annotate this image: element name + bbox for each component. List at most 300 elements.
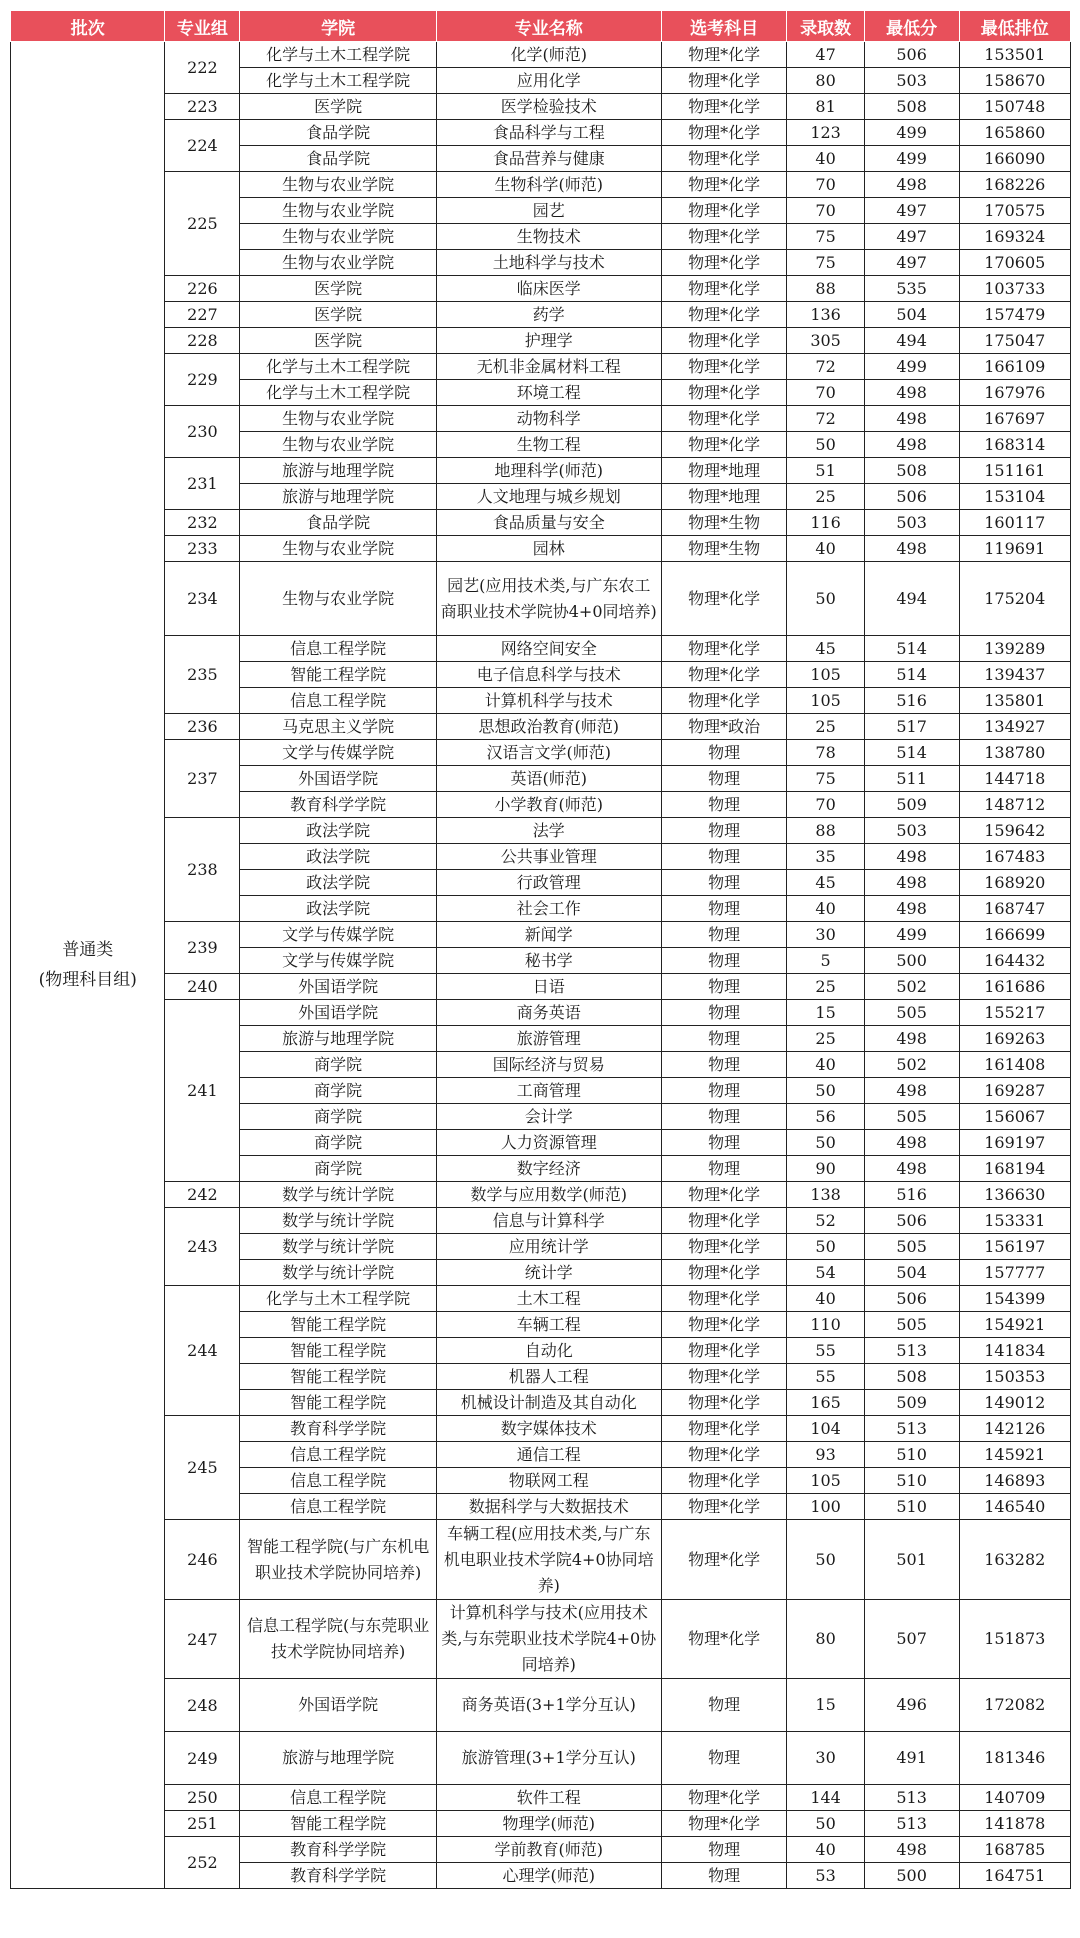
min-score-cell: 494 (864, 562, 959, 636)
group-id-cell: 252 (165, 1837, 240, 1889)
count-cell: 70 (787, 198, 864, 224)
subjects-cell: 物理 (661, 844, 787, 870)
count-cell: 50 (787, 1811, 864, 1837)
subjects-cell: 物理*化学 (661, 42, 787, 68)
min-rank-cell: 161686 (959, 974, 1070, 1000)
count-cell: 50 (787, 562, 864, 636)
college-cell: 生物与农业学院 (240, 406, 436, 432)
table-row (11, 1000, 1071, 1026)
major-cell: 园艺 (436, 198, 661, 224)
min-rank-cell: 168920 (959, 870, 1070, 896)
college-cell: 智能工程学院 (240, 1338, 436, 1364)
major-cell: 数学与应用数学(师范) (436, 1182, 661, 1208)
subjects-cell: 物理*地理 (661, 458, 787, 484)
college-cell: 生物与农业学院 (240, 250, 436, 276)
group-id-cell: 228 (165, 328, 240, 354)
min-score-cell: 504 (864, 302, 959, 328)
count-cell: 40 (787, 1286, 864, 1312)
count-cell: 54 (787, 1260, 864, 1286)
major-cell: 应用化学 (436, 68, 661, 94)
min-rank-cell: 167697 (959, 406, 1070, 432)
major-cell: 机器人工程 (436, 1364, 661, 1390)
major-cell: 信息与计算科学 (436, 1208, 661, 1234)
table-row (11, 1679, 1071, 1732)
count-cell: 40 (787, 1052, 864, 1078)
subjects-cell: 物理*化学 (661, 172, 787, 198)
min-rank-cell: 119691 (959, 536, 1070, 562)
min-score-cell: 498 (864, 1078, 959, 1104)
min-rank-cell: 158670 (959, 68, 1070, 94)
min-score-cell: 499 (864, 922, 959, 948)
table-row (11, 536, 1071, 562)
group-id-cell: 223 (165, 94, 240, 120)
college-cell: 外国语学院 (240, 766, 436, 792)
count-cell: 25 (787, 1026, 864, 1052)
college-cell: 食品学院 (240, 120, 436, 146)
subjects-cell: 物理 (661, 870, 787, 896)
subjects-cell: 物理*生物 (661, 510, 787, 536)
min-rank-cell: 134927 (959, 714, 1070, 740)
college-cell: 商学院 (240, 1156, 436, 1182)
group-id-cell: 243 (165, 1208, 240, 1286)
batch-name: 普通类 (62, 940, 114, 960)
group-id-cell: 226 (165, 276, 240, 302)
min-rank-cell: 172082 (959, 1679, 1070, 1732)
min-rank-cell: 140709 (959, 1785, 1070, 1811)
subjects-cell: 物理*化学 (661, 1338, 787, 1364)
subjects-cell: 物理*化学 (661, 250, 787, 276)
table-row (11, 562, 1071, 636)
header-count: 录取数 (787, 11, 864, 42)
min-rank-cell: 157479 (959, 302, 1070, 328)
min-rank-cell: 153501 (959, 42, 1070, 68)
major-cell: 计算机科学与技术(应用技术类,与东莞职业技术学院4+0协同培养) (436, 1600, 661, 1679)
min-rank-cell: 148712 (959, 792, 1070, 818)
subjects-cell: 物理*化学 (661, 276, 787, 302)
major-cell: 物理学(师范) (436, 1811, 661, 1837)
major-cell: 无机非金属材料工程 (436, 354, 661, 380)
count-cell: 75 (787, 766, 864, 792)
count-cell: 25 (787, 974, 864, 1000)
major-cell: 医学检验技术 (436, 94, 661, 120)
min-score-cell: 503 (864, 68, 959, 94)
group-id-cell: 233 (165, 536, 240, 562)
table-row (11, 1208, 1071, 1234)
subjects-cell: 物理 (661, 1837, 787, 1863)
min-rank-cell: 154921 (959, 1312, 1070, 1338)
min-rank-cell: 146893 (959, 1468, 1070, 1494)
min-score-cell: 500 (864, 948, 959, 974)
college-cell: 马克思主义学院 (240, 714, 436, 740)
subjects-cell: 物理*化学 (661, 1312, 787, 1338)
major-cell: 食品科学与工程 (436, 120, 661, 146)
subjects-cell: 物理*化学 (661, 1364, 787, 1390)
count-cell: 88 (787, 818, 864, 844)
major-cell: 新闻学 (436, 922, 661, 948)
subjects-cell: 物理 (661, 896, 787, 922)
major-cell: 地理科学(师范) (436, 458, 661, 484)
major-cell: 国际经济与贸易 (436, 1052, 661, 1078)
college-cell: 化学与土木工程学院 (240, 380, 436, 406)
min-rank-cell: 164432 (959, 948, 1070, 974)
major-cell: 人力资源管理 (436, 1130, 661, 1156)
group-id-cell: 222 (165, 42, 240, 94)
college-cell: 化学与土木工程学院 (240, 354, 436, 380)
count-cell: 40 (787, 1837, 864, 1863)
min-score-cell: 504 (864, 1260, 959, 1286)
major-cell: 环境工程 (436, 380, 661, 406)
count-cell: 70 (787, 172, 864, 198)
subjects-cell: 物理 (661, 1104, 787, 1130)
subjects-cell: 物理*化学 (661, 1494, 787, 1520)
table-row (11, 1600, 1071, 1679)
major-cell: 思想政治教育(师范) (436, 714, 661, 740)
count-cell: 5 (787, 948, 864, 974)
min-rank-cell: 156067 (959, 1104, 1070, 1130)
table-row (11, 458, 1071, 484)
table-row (11, 922, 1071, 948)
group-id-cell: 230 (165, 406, 240, 458)
count-cell: 88 (787, 276, 864, 302)
min-score-cell: 499 (864, 354, 959, 380)
admission-table-container (10, 10, 1071, 1889)
subjects-cell: 物理*化学 (661, 562, 787, 636)
college-cell: 信息工程学院 (240, 636, 436, 662)
min-rank-cell: 160117 (959, 510, 1070, 536)
major-cell: 自动化 (436, 1338, 661, 1364)
min-score-cell: 508 (864, 458, 959, 484)
major-cell: 旅游管理(3+1学分互认) (436, 1732, 661, 1785)
count-cell: 55 (787, 1338, 864, 1364)
major-cell: 物联网工程 (436, 1468, 661, 1494)
group-id-cell: 249 (165, 1732, 240, 1785)
count-cell: 45 (787, 870, 864, 896)
min-rank-cell: 145921 (959, 1442, 1070, 1468)
min-score-cell: 505 (864, 1104, 959, 1130)
min-score-cell: 491 (864, 1732, 959, 1785)
min-score-cell: 506 (864, 1208, 959, 1234)
min-rank-cell: 168226 (959, 172, 1070, 198)
subjects-cell: 物理*化学 (661, 1416, 787, 1442)
college-cell: 政法学院 (240, 844, 436, 870)
group-id-cell: 244 (165, 1286, 240, 1416)
group-id-cell: 235 (165, 636, 240, 714)
count-cell: 53 (787, 1863, 864, 1889)
min-score-cell: 505 (864, 1234, 959, 1260)
min-score-cell: 509 (864, 1390, 959, 1416)
group-id-cell: 239 (165, 922, 240, 974)
table-row (11, 714, 1071, 740)
table-row (11, 94, 1071, 120)
subjects-cell: 物理*化学 (661, 380, 787, 406)
major-cell: 数字媒体技术 (436, 1416, 661, 1442)
subjects-cell: 物理*化学 (661, 636, 787, 662)
table-row (11, 1811, 1071, 1837)
college-cell: 信息工程学院 (240, 1494, 436, 1520)
min-rank-cell: 175204 (959, 562, 1070, 636)
subjects-cell: 物理*化学 (661, 120, 787, 146)
major-cell: 商务英语 (436, 1000, 661, 1026)
college-cell: 外国语学院 (240, 974, 436, 1000)
count-cell: 15 (787, 1000, 864, 1026)
subjects-cell: 物理*化学 (661, 1468, 787, 1494)
table-row (11, 276, 1071, 302)
count-cell: 116 (787, 510, 864, 536)
min-rank-cell: 139437 (959, 662, 1070, 688)
subjects-cell: 物理*化学 (661, 406, 787, 432)
min-score-cell: 498 (864, 1156, 959, 1182)
min-score-cell: 499 (864, 146, 959, 172)
group-id-cell: 248 (165, 1679, 240, 1732)
major-cell: 统计学 (436, 1260, 661, 1286)
major-cell: 心理学(师范) (436, 1863, 661, 1889)
college-cell: 商学院 (240, 1130, 436, 1156)
table-row (11, 636, 1071, 662)
subjects-cell: 物理 (661, 1052, 787, 1078)
subjects-cell: 物理*化学 (661, 1234, 787, 1260)
min-rank-cell: 169324 (959, 224, 1070, 250)
min-score-cell: 498 (864, 406, 959, 432)
major-cell: 旅游管理 (436, 1026, 661, 1052)
table-row (11, 1837, 1071, 1863)
count-cell: 90 (787, 1156, 864, 1182)
college-cell: 信息工程学院(与东莞职业技术学院协同培养) (240, 1600, 436, 1679)
count-cell: 105 (787, 662, 864, 688)
min-rank-cell: 141834 (959, 1338, 1070, 1364)
college-cell: 智能工程学院 (240, 1390, 436, 1416)
count-cell: 136 (787, 302, 864, 328)
min-rank-cell: 159642 (959, 818, 1070, 844)
min-score-cell: 503 (864, 510, 959, 536)
min-rank-cell: 168314 (959, 432, 1070, 458)
min-rank-cell: 167483 (959, 844, 1070, 870)
college-cell: 生物与农业学院 (240, 536, 436, 562)
major-cell: 生物工程 (436, 432, 661, 458)
count-cell: 93 (787, 1442, 864, 1468)
college-cell: 智能工程学院 (240, 1312, 436, 1338)
group-id-cell: 234 (165, 562, 240, 636)
count-cell: 50 (787, 1234, 864, 1260)
major-cell: 学前教育(师范) (436, 1837, 661, 1863)
table-row (11, 120, 1071, 146)
subjects-cell: 物理*化学 (661, 1785, 787, 1811)
college-cell: 外国语学院 (240, 1679, 436, 1732)
major-cell: 计算机科学与技术 (436, 688, 661, 714)
college-cell: 生物与农业学院 (240, 224, 436, 250)
major-cell: 车辆工程(应用技术类,与广东机电职业技术学院4+0协同培养) (436, 1520, 661, 1600)
min-score-cell: 514 (864, 740, 959, 766)
college-cell: 化学与土木工程学院 (240, 1286, 436, 1312)
min-rank-cell: 142126 (959, 1416, 1070, 1442)
subjects-cell: 物理*地理 (661, 484, 787, 510)
count-cell: 105 (787, 688, 864, 714)
header-subjects: 选考科目 (661, 11, 787, 42)
major-cell: 软件工程 (436, 1785, 661, 1811)
college-cell: 食品学院 (240, 146, 436, 172)
group-id-cell: 229 (165, 354, 240, 406)
min-score-cell: 507 (864, 1600, 959, 1679)
min-score-cell: 498 (864, 172, 959, 198)
group-id-cell: 231 (165, 458, 240, 510)
major-cell: 公共事业管理 (436, 844, 661, 870)
subjects-cell: 物理*生物 (661, 536, 787, 562)
count-cell: 305 (787, 328, 864, 354)
group-id-cell: 242 (165, 1182, 240, 1208)
subjects-cell: 物理*化学 (661, 1442, 787, 1468)
table-row (11, 172, 1071, 198)
major-cell: 日语 (436, 974, 661, 1000)
count-cell: 80 (787, 1600, 864, 1679)
min-rank-cell: 139289 (959, 636, 1070, 662)
min-rank-cell: 168785 (959, 1837, 1070, 1863)
count-cell: 165 (787, 1390, 864, 1416)
min-rank-cell: 161408 (959, 1052, 1070, 1078)
major-cell: 电子信息科学与技术 (436, 662, 661, 688)
min-score-cell: 514 (864, 662, 959, 688)
major-cell: 药学 (436, 302, 661, 328)
min-score-cell: 513 (864, 1416, 959, 1442)
count-cell: 45 (787, 636, 864, 662)
min-rank-cell: 135801 (959, 688, 1070, 714)
min-score-cell: 516 (864, 688, 959, 714)
count-cell: 30 (787, 1732, 864, 1785)
table-row (11, 510, 1071, 536)
table-row (11, 328, 1071, 354)
min-rank-cell: 169197 (959, 1130, 1070, 1156)
college-cell: 商学院 (240, 1104, 436, 1130)
group-id-cell: 236 (165, 714, 240, 740)
major-cell: 汉语言文学(师范) (436, 740, 661, 766)
college-cell: 教育科学学院 (240, 1416, 436, 1442)
min-rank-cell: 165860 (959, 120, 1070, 146)
college-cell: 教育科学学院 (240, 1837, 436, 1863)
college-cell: 政法学院 (240, 818, 436, 844)
college-cell: 医学院 (240, 276, 436, 302)
group-id-cell: 227 (165, 302, 240, 328)
min-rank-cell: 150748 (959, 94, 1070, 120)
min-score-cell: 516 (864, 1182, 959, 1208)
min-rank-cell: 170575 (959, 198, 1070, 224)
table-row (11, 42, 1071, 68)
min-rank-cell: 155217 (959, 1000, 1070, 1026)
count-cell: 123 (787, 120, 864, 146)
group-id-cell: 232 (165, 510, 240, 536)
college-cell: 医学院 (240, 328, 436, 354)
subjects-cell: 物理 (661, 1026, 787, 1052)
min-rank-cell: 157777 (959, 1260, 1070, 1286)
college-cell: 化学与土木工程学院 (240, 42, 436, 68)
count-cell: 50 (787, 1130, 864, 1156)
college-cell: 信息工程学院 (240, 688, 436, 714)
count-cell: 50 (787, 1520, 864, 1600)
count-cell: 75 (787, 250, 864, 276)
group-id-cell: 241 (165, 1000, 240, 1182)
min-rank-cell: 156197 (959, 1234, 1070, 1260)
count-cell: 70 (787, 792, 864, 818)
college-cell: 信息工程学院 (240, 1442, 436, 1468)
min-score-cell: 499 (864, 120, 959, 146)
subjects-cell: 物理*化学 (661, 302, 787, 328)
min-score-cell: 498 (864, 896, 959, 922)
min-score-cell: 506 (864, 1286, 959, 1312)
count-cell: 30 (787, 922, 864, 948)
major-cell: 生物技术 (436, 224, 661, 250)
min-rank-cell: 175047 (959, 328, 1070, 354)
subjects-cell: 物理 (661, 818, 787, 844)
major-cell: 土木工程 (436, 1286, 661, 1312)
min-score-cell: 506 (864, 484, 959, 510)
table-row (11, 354, 1071, 380)
group-id-cell: 225 (165, 172, 240, 276)
major-cell: 网络空间安全 (436, 636, 661, 662)
college-cell: 智能工程学院(与广东机电职业技术学院协同培养) (240, 1520, 436, 1600)
count-cell: 15 (787, 1679, 864, 1732)
subjects-cell: 物理*化学 (661, 354, 787, 380)
count-cell: 40 (787, 146, 864, 172)
min-rank-cell: 169263 (959, 1026, 1070, 1052)
major-cell: 数字经济 (436, 1156, 661, 1182)
count-cell: 72 (787, 406, 864, 432)
count-cell: 50 (787, 432, 864, 458)
college-cell: 医学院 (240, 94, 436, 120)
subjects-cell: 物理 (661, 948, 787, 974)
min-rank-cell: 168747 (959, 896, 1070, 922)
min-score-cell: 513 (864, 1338, 959, 1364)
major-cell: 园艺(应用技术类,与广东农工商职业技术学院协4+0同培养) (436, 562, 661, 636)
major-cell: 秘书学 (436, 948, 661, 974)
subjects-cell: 物理*政治 (661, 714, 787, 740)
group-id-cell: 247 (165, 1600, 240, 1679)
header-min-rank: 最低排位 (959, 11, 1070, 42)
min-score-cell: 505 (864, 1000, 959, 1026)
major-cell: 英语(师范) (436, 766, 661, 792)
min-rank-cell: 167976 (959, 380, 1070, 406)
table-row (11, 1732, 1071, 1785)
min-score-cell: 498 (864, 870, 959, 896)
min-score-cell: 506 (864, 42, 959, 68)
header-batch: 批次 (11, 11, 165, 42)
college-cell: 旅游与地理学院 (240, 484, 436, 510)
college-cell: 化学与土木工程学院 (240, 68, 436, 94)
min-rank-cell: 154399 (959, 1286, 1070, 1312)
subjects-cell: 物理 (661, 740, 787, 766)
count-cell: 25 (787, 484, 864, 510)
table-row (11, 302, 1071, 328)
major-cell: 通信工程 (436, 1442, 661, 1468)
group-id-cell: 237 (165, 740, 240, 818)
count-cell: 56 (787, 1104, 864, 1130)
min-rank-cell: 151873 (959, 1600, 1070, 1679)
subjects-cell: 物理 (661, 1000, 787, 1026)
major-cell: 商务英语(3+1学分互认) (436, 1679, 661, 1732)
major-cell: 会计学 (436, 1104, 661, 1130)
subjects-cell: 物理 (661, 1863, 787, 1889)
college-cell: 政法学院 (240, 870, 436, 896)
count-cell: 104 (787, 1416, 864, 1442)
major-cell: 社会工作 (436, 896, 661, 922)
subjects-cell: 物理 (661, 1732, 787, 1785)
table-row (11, 818, 1071, 844)
subjects-cell: 物理*化学 (661, 1260, 787, 1286)
count-cell: 25 (787, 714, 864, 740)
subjects-cell: 物理 (661, 792, 787, 818)
college-cell: 旅游与地理学院 (240, 458, 436, 484)
subjects-cell: 物理*化学 (661, 1286, 787, 1312)
group-id-cell: 238 (165, 818, 240, 922)
college-cell: 医学院 (240, 302, 436, 328)
college-cell: 文学与传媒学院 (240, 922, 436, 948)
min-score-cell: 502 (864, 1052, 959, 1078)
